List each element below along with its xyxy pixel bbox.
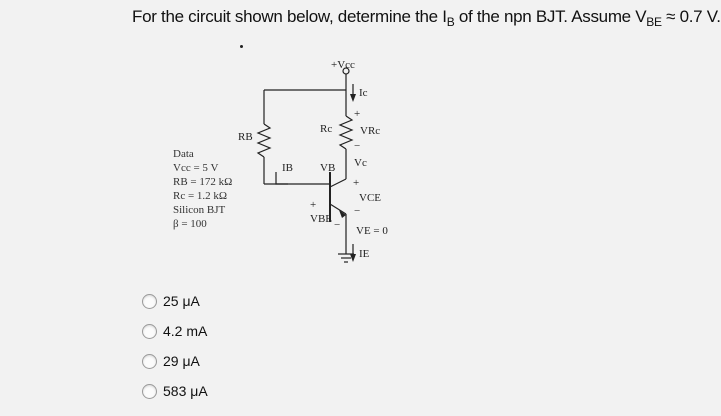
data-line-rb: RB = 172 kΩ [173,176,233,188]
rc-minus: − [354,140,361,152]
vb-label: VB [320,162,336,174]
option-583ua[interactable] [142,376,208,406]
vc-label: Vc [354,157,367,169]
vrc-label: VRc [360,125,381,137]
data-line-beta: β = 100 [173,218,207,230]
radio-button[interactable] [142,354,157,369]
data-title: Data [173,148,194,160]
vce-label: VCE [359,192,381,204]
option-29ua[interactable] [142,346,208,376]
question-text [132,7,721,27]
rc-plus: + [354,108,361,120]
rc-label: Rc [320,123,333,135]
option-25ua[interactable] [142,286,208,316]
option-label: 25 μA [163,293,200,309]
option-label: 4.2 mA [163,323,208,339]
question-sub-b: B [446,15,455,29]
vbe-plus: + [310,199,317,211]
vbe-minus: − [334,219,341,231]
rb-label: RB [238,131,253,143]
answer-options [142,286,208,406]
data-line-bjt: Silicon BJT [173,204,226,216]
radio-button[interactable] [142,294,157,309]
data-block [173,147,232,231]
radio-button[interactable] [142,324,157,339]
question-part1: For the circuit shown below, determine the I [132,7,447,26]
question-part3: ≈ 0.7 V. [661,7,721,26]
rc-resistor [340,116,352,149]
ve-label: VE = 0 [356,225,388,237]
ie-label: IE [359,248,370,260]
vce-minus: − [354,205,361,217]
data-line-vcc: Vcc = 5 V [173,162,219,174]
option-label: 29 μA [163,353,200,369]
stray-dot [240,45,243,48]
option-label: 583 μA [163,383,208,399]
vce-plus: + [353,177,360,189]
ib-label: IB [282,162,293,174]
rb-resistor [258,124,270,157]
radio-button[interactable] [142,384,157,399]
option-4-2ma[interactable] [142,316,208,346]
data-line-rc: Rc = 1.2 kΩ [173,190,228,202]
question-sub-be: BE [646,15,662,29]
vbe-label: VBE [310,213,332,225]
question-part2: of the npn BJT. Assume V [454,7,647,26]
vcc-label: +Vcc [331,59,355,71]
ic-label: Ic [359,87,368,99]
